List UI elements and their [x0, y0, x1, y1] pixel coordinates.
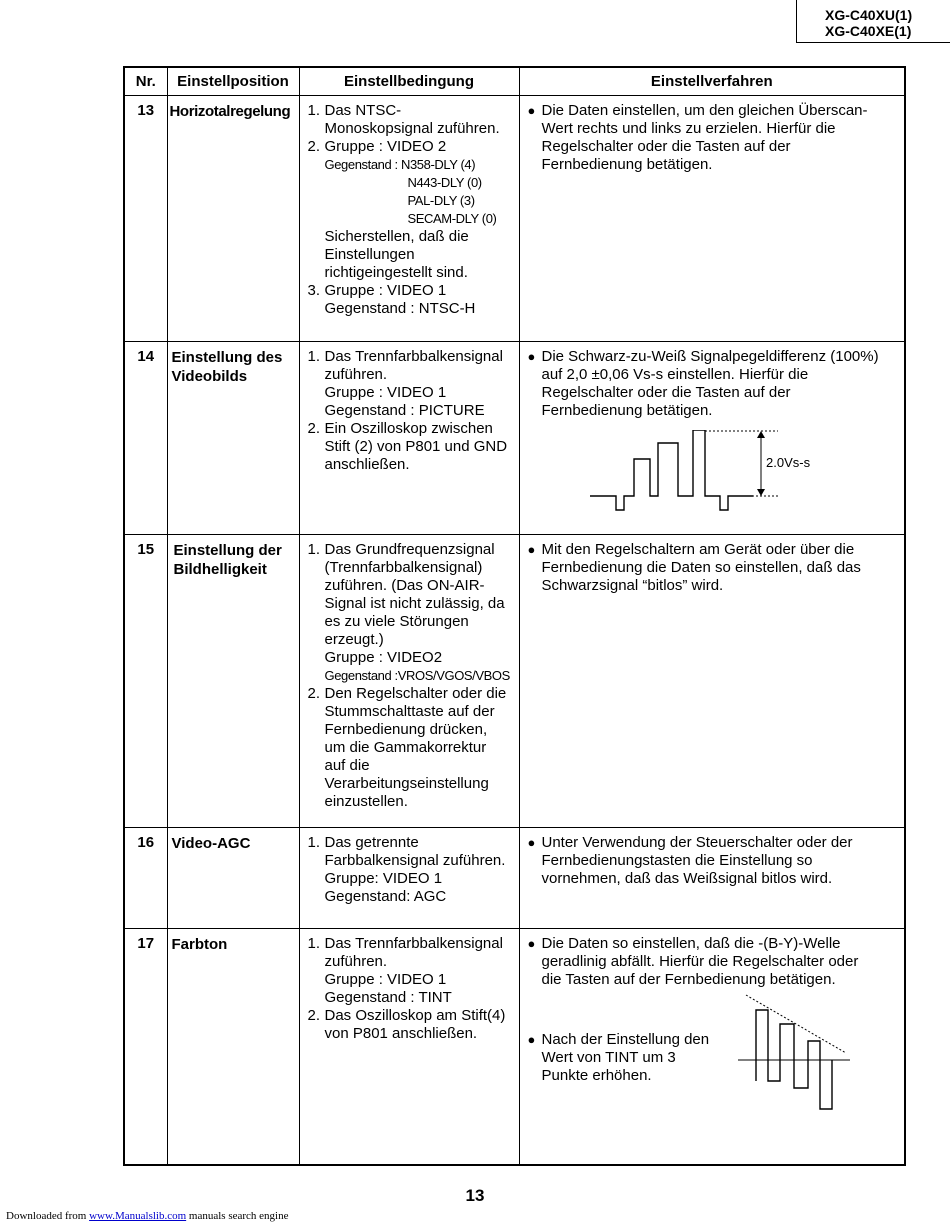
- adjustment-position: [167, 96, 299, 342]
- step-text: Den Regelschalter oder die: [324, 685, 507, 703]
- step-text: zuführen.: [324, 953, 388, 971]
- step-text: (Trennfarbbalkensignal): [324, 559, 483, 577]
- procedure-text: Fernbedienungstasten die Einstellung so: [541, 852, 813, 870]
- step-text: Das Trennfarbbalkensignal: [324, 348, 503, 366]
- procedure-text: Wert rechts und links zu erzielen. Hierfür die: [541, 120, 836, 137]
- step-text: einzustellen.: [324, 793, 408, 811]
- step-number: 3.: [307, 282, 321, 299]
- position-label: Farbton: [171, 936, 228, 954]
- table-row: [124, 96, 905, 342]
- condition-step: [306, 541, 516, 685]
- procedure-text: Die Schwarz-zu-Weiß Signalpegeldifferenz (100%): [541, 348, 879, 366]
- step-text: Gruppe : VIDEO 2: [324, 138, 447, 155]
- bullet-icon: ●: [527, 103, 536, 118]
- waveform-level-label: 2.0Vs-s: [765, 455, 810, 471]
- table-row: [124, 828, 905, 929]
- step-text: richtigeingestellt sind.: [324, 264, 468, 281]
- row-number: 13: [124, 96, 167, 342]
- procedure-text: Nach der Einstellung den: [541, 1031, 710, 1049]
- condition-step: [306, 834, 516, 906]
- adjustment-procedure: [519, 828, 905, 929]
- step-text: zuführen.: [324, 366, 388, 384]
- adjustment-position: [167, 535, 299, 828]
- model-header-box: [796, 0, 950, 43]
- table-row: [124, 929, 905, 1165]
- condition-step: [306, 685, 516, 811]
- row-number: 17: [124, 929, 167, 1165]
- position-label: Video-AGC: [171, 835, 251, 853]
- table-row: [124, 342, 905, 535]
- bullet-icon: ●: [527, 1032, 536, 1048]
- video-level-waveform-diagram: [588, 430, 828, 520]
- procedure-text: Schwarzsignal “bitlos” wird.: [541, 577, 724, 595]
- procedure-text: Regelschalter oder die Tasten auf der: [541, 138, 791, 155]
- step-text: Ein Oszilloskop zwischen: [324, 420, 493, 438]
- procedure-bullet: [526, 348, 897, 420]
- adjustment-table: [123, 66, 906, 1166]
- step-text: Das Grundfrequenzsignal: [324, 541, 495, 559]
- step-text: Einstellungen: [324, 246, 415, 263]
- footer-link[interactable]: www.Manualslib.com: [89, 1210, 187, 1222]
- col-header-procedure: Einstellverfahren: [519, 67, 905, 96]
- step-text: Gegenstand : PICTURE: [324, 402, 485, 420]
- procedure-text: die Tasten auf der Fernbedienung betätigen.: [541, 971, 836, 989]
- step-text: Sicherstellen, daß die: [324, 228, 469, 245]
- adjustment-procedure: [519, 535, 905, 828]
- step-text: Gruppe : VIDEO 1: [324, 971, 447, 989]
- adjustment-condition: [299, 96, 519, 342]
- col-header-condition: Einstellbedingung: [299, 67, 519, 96]
- procedure-text: Mit den Regelschaltern am Gerät oder über die: [541, 541, 855, 559]
- adjustment-position: [167, 929, 299, 1165]
- position-label: Einstellung des: [171, 349, 283, 367]
- procedure-text: Wert von TINT um 3: [541, 1049, 676, 1067]
- procedure-text: Die Daten so einstellen, daß die -(B-Y)-Welle: [541, 935, 841, 953]
- procedure-text: auf 2,0 ±0,06 Vs-s einstellen. Hierfür die: [541, 366, 809, 384]
- condition-step: [306, 348, 516, 420]
- condition-step: [306, 138, 516, 282]
- waveform-line: [590, 430, 753, 510]
- procedure-bullet: [526, 935, 897, 989]
- step-text: Verarbeitungseinstellung: [324, 775, 489, 793]
- procedure-bullet: [526, 102, 897, 174]
- procedure-text: Punkte erhöhen.: [541, 1067, 652, 1085]
- col-header-position: Einstellposition: [167, 67, 299, 96]
- step-text: Das NTSC-: [324, 102, 402, 119]
- adjustment-condition: [299, 342, 519, 535]
- table-row: [124, 535, 905, 828]
- adjustment-condition: [299, 828, 519, 929]
- step-number: 2.: [307, 420, 321, 438]
- footer-suffix: manuals search engine: [186, 1210, 289, 1222]
- bullet-icon: ●: [527, 936, 536, 952]
- tint-waveform-diagram: [738, 991, 854, 1111]
- step-text: es zu viele Störungen: [324, 613, 469, 631]
- step-text: Gegenstand: AGC: [324, 888, 447, 906]
- bullet-icon: ●: [527, 349, 536, 365]
- arrow-head-down-icon: [757, 489, 765, 496]
- slope-dashed-line: [746, 995, 846, 1053]
- step-text: anschließen.: [324, 456, 410, 474]
- procedure-text: Unter Verwendung der Steuerschalter oder der: [541, 834, 853, 852]
- step-text: Gegenstand : NTSC-H: [324, 300, 476, 317]
- step-number: 1.: [307, 102, 321, 119]
- adjustment-position: [167, 828, 299, 929]
- step-text: Stummschalttaste auf der: [324, 703, 495, 721]
- step-number: 1.: [307, 348, 321, 366]
- step-text: Das getrennte: [324, 834, 419, 852]
- download-footer: [6, 1210, 288, 1222]
- step-text: Gruppe: VIDEO 1: [324, 870, 443, 888]
- step-text: um die Gammakorrektur: [324, 739, 487, 757]
- footer-prefix: Downloaded from: [6, 1210, 90, 1222]
- step-text: Monoskopsignal zuführen.: [324, 120, 500, 137]
- step-number: 2.: [307, 685, 321, 703]
- step-text: PAL-DLY (3): [407, 193, 475, 208]
- adjustment-procedure: [519, 929, 905, 1165]
- adjustment-position: [167, 342, 299, 535]
- step-text: Gruppe : VIDEO2: [324, 649, 443, 667]
- step-text: Das Trennfarbbalkensignal: [324, 935, 503, 953]
- adjustment-procedure: [519, 342, 905, 535]
- step-text: Gegenstand : TINT: [324, 989, 452, 1007]
- step-text: SECAM-DLY (0): [407, 211, 497, 226]
- step-text: Gegenstand : N358-DLY (4): [324, 157, 476, 172]
- condition-step: [306, 1007, 516, 1043]
- adjustment-condition: [299, 929, 519, 1165]
- procedure-bullet: [526, 834, 897, 888]
- procedure-text: Regelschalter oder die Tasten auf der: [541, 384, 791, 402]
- bullet-icon: ●: [527, 835, 536, 851]
- step-text: erzeugt.): [324, 631, 384, 649]
- step-text: auf die: [324, 757, 370, 775]
- condition-step: [306, 420, 516, 474]
- procedure-text: geradlinig abfällt. Hierfür die Regelschalter oder: [541, 953, 859, 971]
- procedure-text: vornehmen, daß das Weißsignal bitlos wird.: [541, 870, 833, 888]
- adjustment-procedure: [519, 96, 905, 342]
- step-text: Fernbedienung drücken,: [324, 721, 488, 739]
- step-number: 1.: [307, 935, 321, 953]
- row-number: 14: [124, 342, 167, 535]
- procedure-bullet: [526, 541, 897, 595]
- step-text: Signal ist nicht zulässig, da: [324, 595, 505, 613]
- step-text: Gruppe : VIDEO 1: [324, 384, 447, 402]
- adjustment-condition: [299, 535, 519, 828]
- step-text: von P801 anschließen.: [324, 1025, 478, 1043]
- col-header-nr: Nr.: [124, 67, 167, 96]
- model-number-1: XG-C40XU(1): [825, 7, 913, 23]
- condition-step: [306, 935, 516, 1007]
- procedure-text: Fernbedienung betätigen.: [541, 156, 713, 173]
- step-text: Stift (2) von P801 und GND: [324, 438, 508, 456]
- row-number: 16: [124, 828, 167, 929]
- model-number-2: XG-C40XE(1): [825, 23, 912, 39]
- step-text: Gegenstand :VROS/VGOS/VBOS: [324, 668, 510, 684]
- step-number: 2.: [307, 1007, 321, 1025]
- step-number: 2.: [307, 138, 321, 155]
- condition-step: [306, 102, 516, 138]
- step-text: N443-DLY (0): [407, 175, 482, 190]
- step-text: zuführen. (Das ON-AIR-: [324, 577, 485, 595]
- procedure-text: Fernbedienung betätigen.: [541, 402, 713, 420]
- step-number: 1.: [307, 541, 321, 559]
- step-text: Farbbalkensignal zuführen.: [324, 852, 506, 870]
- step-text: Das Oszilloskop am Stift(4): [324, 1007, 506, 1025]
- procedure-text: Die Daten einstellen, um den gleichen Überscan-: [541, 102, 868, 119]
- bullet-icon: ●: [527, 542, 536, 558]
- procedure-text: Fernbedienung die Daten so einstellen, daß das: [541, 559, 861, 577]
- step-text: Gruppe : VIDEO 1: [324, 282, 447, 299]
- position-label: Videobilds: [171, 368, 248, 386]
- table-header-row: [124, 67, 905, 96]
- position-label: Einstellung der: [173, 542, 282, 560]
- position-label: Horizotalregelung: [169, 103, 291, 120]
- condition-step: [306, 282, 516, 318]
- arrow-head-up-icon: [757, 431, 765, 438]
- page-number: 13: [465, 1186, 485, 1205]
- row-number: 15: [124, 535, 167, 828]
- step-number: 1.: [307, 834, 321, 852]
- tint-waveform-line: [756, 1010, 832, 1109]
- position-label: Bildhelligkeit: [173, 561, 267, 579]
